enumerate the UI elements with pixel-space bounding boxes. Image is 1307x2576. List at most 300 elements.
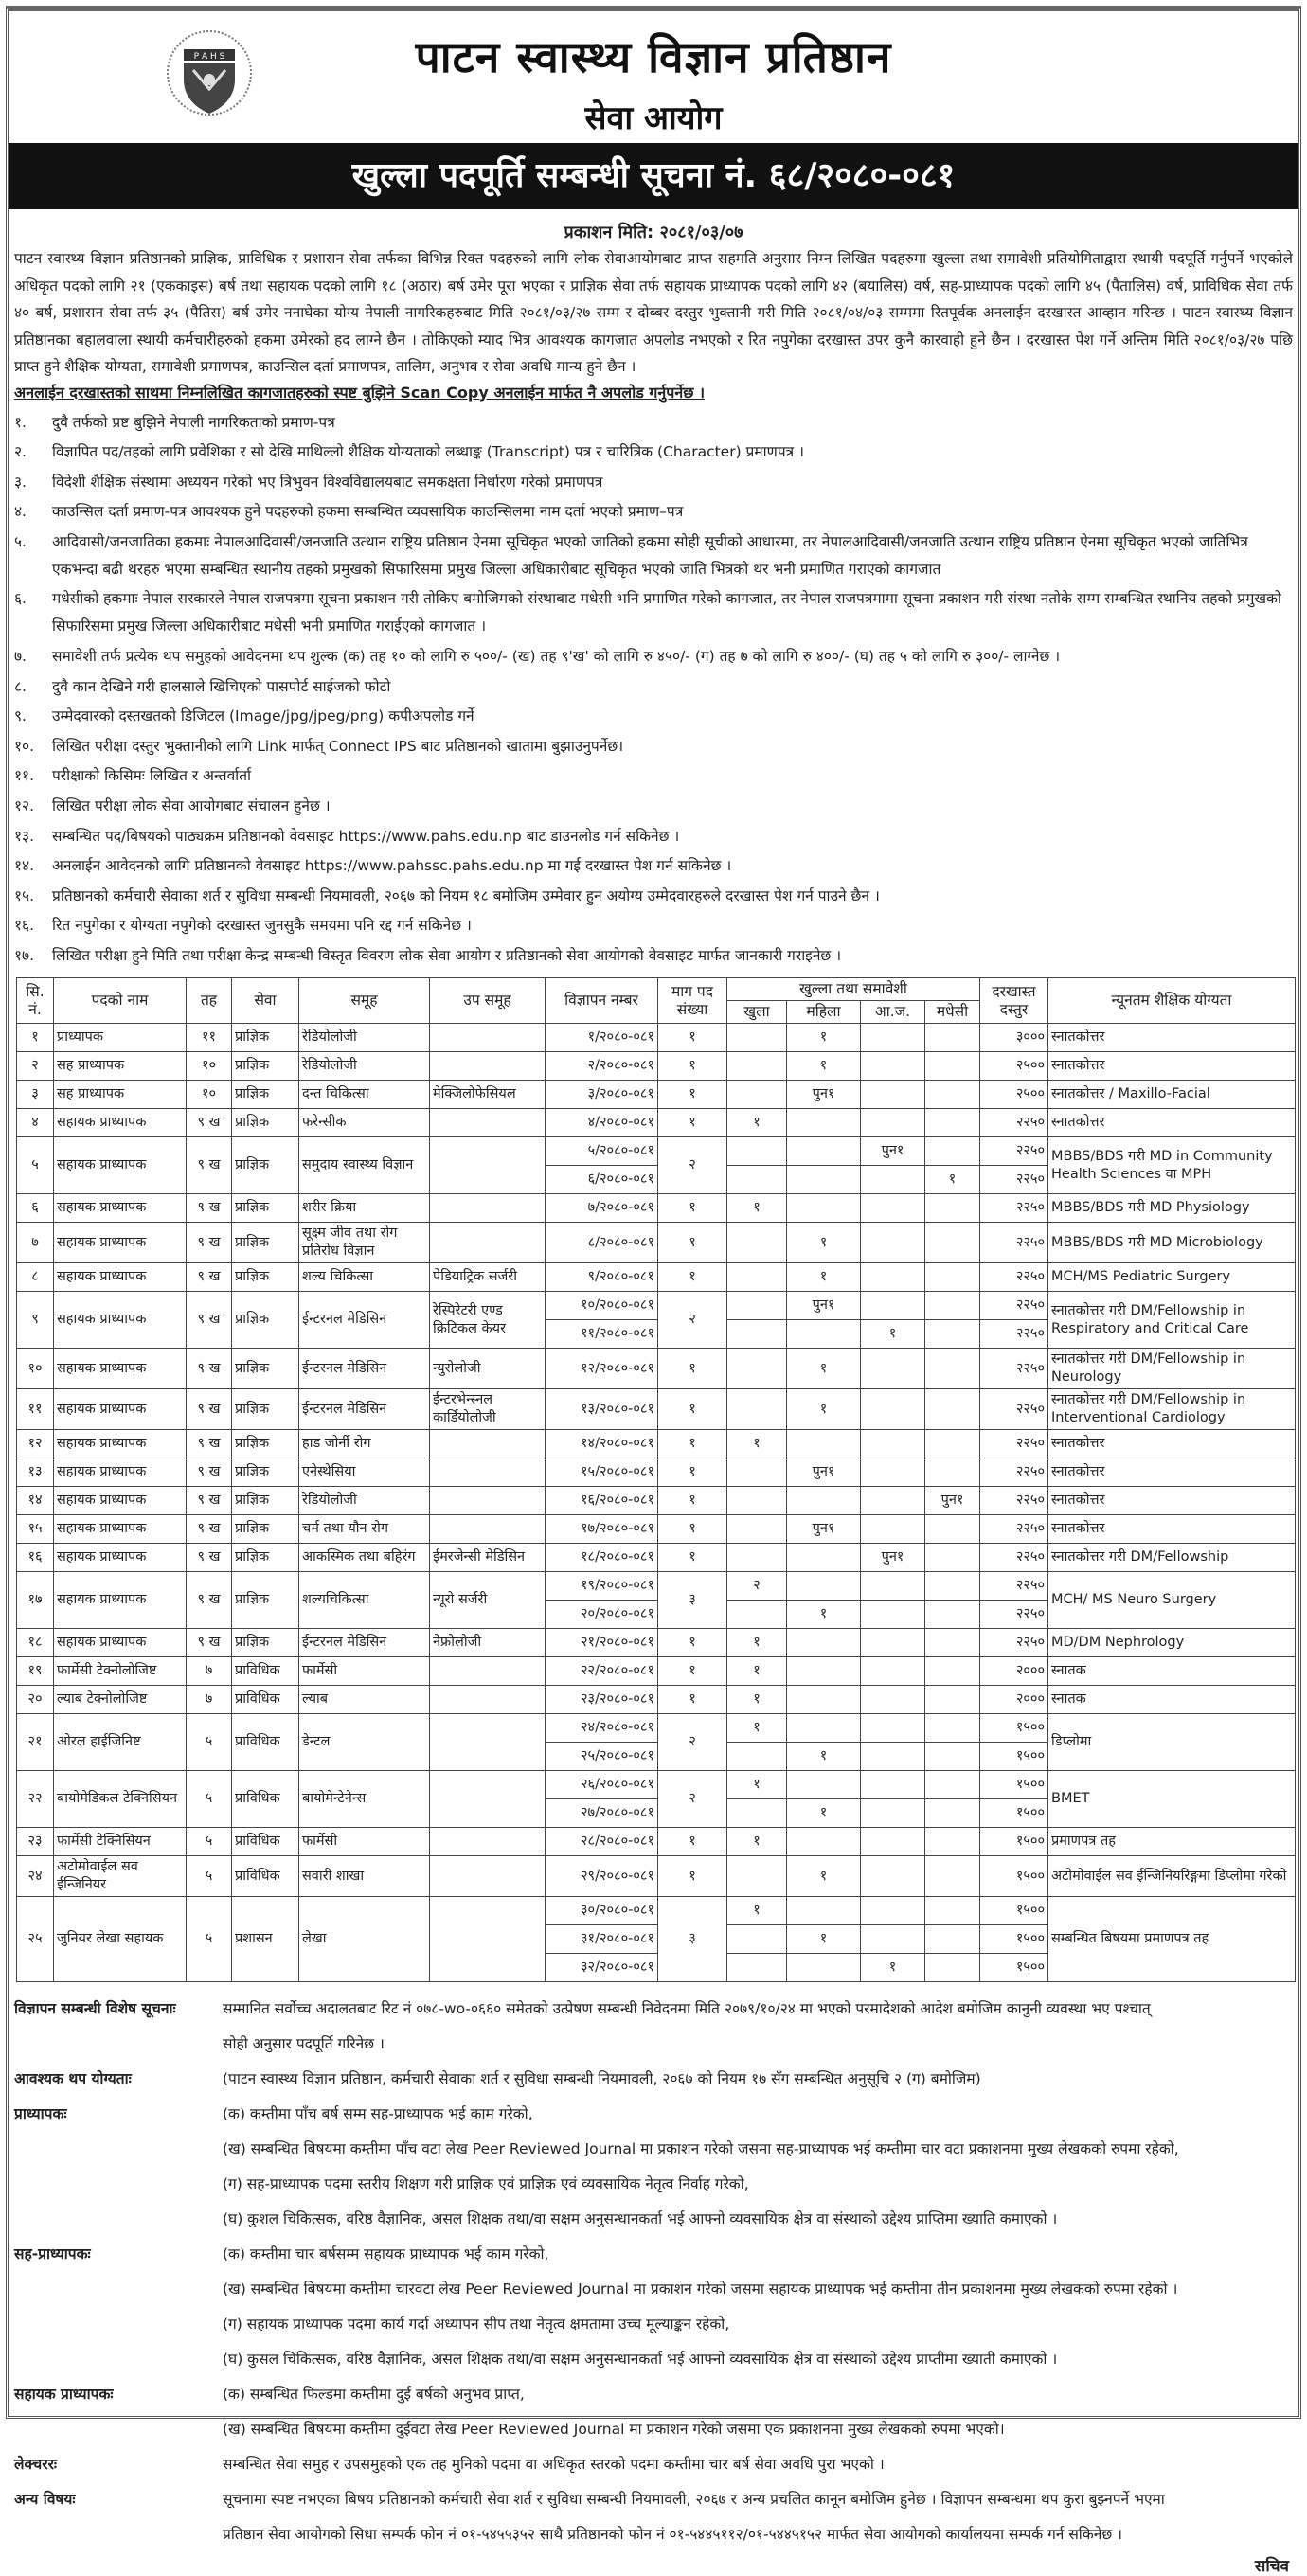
cell-group: शल्य चिकित्सा [299, 1263, 430, 1292]
cell-group: रेडियोलोजी [299, 1487, 430, 1515]
cell-madhesi [925, 1601, 980, 1629]
cell-women: १ [787, 1389, 861, 1430]
header-inclusive: खुल्ला तथा समावेशी [727, 978, 980, 1001]
cell-open: १ [727, 1194, 787, 1223]
table-row [17, 1515, 1296, 1544]
cell-fee: २२५० [980, 1194, 1048, 1223]
list-text: विज्ञापित पद/तहको लागि प्रवेशिका र सो देखि माथिल्लो शैक्षिक योग्यताको लब्धाङ्क (Transcript) पत्र र चारित्रिक (Character) प्रमाणपत्र । [52, 443, 805, 461]
cell-fee: २२५० [980, 1320, 1048, 1349]
cell-aj [861, 1771, 925, 1799]
cell-demand: ३ [658, 1897, 727, 1982]
cell-madhesi [925, 1714, 980, 1743]
cell-service: प्राज्ञिक [232, 1194, 299, 1223]
note-text: सोही अनुसार पदपूर्ति गरिनेछ । [223, 2035, 385, 2052]
cell-adv: २७/२०८०-०८१ [546, 1799, 658, 1828]
cell-demand: १ [658, 1686, 727, 1714]
cell-group: सवारी शाखा [299, 1856, 430, 1897]
list-number: १०. [14, 737, 35, 755]
list-number: ८. [14, 677, 27, 695]
cell-madhesi [925, 1771, 980, 1799]
cell-subgroup [430, 1714, 546, 1771]
table-row [17, 1686, 1296, 1714]
cell-level: ९ ख [187, 1349, 232, 1389]
cell-post: ल्याब टेक्नोलोजिष्ट [54, 1686, 187, 1714]
cell-fee: २२५० [980, 1572, 1048, 1601]
cell-qualification: स्नातकोत्तर / Maxillo-Facial [1048, 1081, 1296, 1109]
cell-demand: १ [658, 1657, 727, 1686]
list-item [14, 438, 1293, 466]
cell-aj: १ [861, 1320, 925, 1349]
cell-qualification: प्रमाणपत्र तह [1048, 1828, 1296, 1856]
cell-subgroup [430, 1194, 546, 1223]
cell-adv: १/२०८०-०८१ [546, 1024, 658, 1052]
cell-post: सहायक प्राध्यापक [54, 1487, 187, 1515]
table-row [17, 1024, 1296, 1052]
cell-level: ५ [187, 1897, 232, 1982]
cell-aj [861, 1349, 925, 1389]
cell-demand: १ [658, 1629, 727, 1657]
cell-fee: २००० [980, 1686, 1048, 1714]
cell-demand: १ [658, 1458, 727, 1487]
cell-demand: १ [658, 1109, 727, 1137]
cell-group: ईन्टरनल मेडिसिन [299, 1292, 430, 1349]
cell-qualification: स्नातकोत्तर गरी DM/Fellowship in Respiratory and Critical Care [1048, 1292, 1296, 1349]
cell-fee: २२५० [980, 1629, 1048, 1657]
cell-fee: २२५० [980, 1292, 1048, 1320]
cell-subgroup: नेफ्रोलोजी [430, 1629, 546, 1657]
cell-women [787, 1166, 861, 1194]
list-number: १३. [14, 827, 35, 845]
list-text: लिखित परीक्षा दस्तुर भुक्तानीको लागि Link मार्फत् Connect IPS बाट प्रतिष्ठानको खातामा बुझाउनुपर्नेछ। [52, 737, 624, 755]
cell-aj [861, 1389, 925, 1430]
cell-aj: पुन१ [861, 1544, 925, 1572]
cell-qualification: सम्बन्धित बिषयमा प्रमाणपत्र तह [1048, 1897, 1296, 1982]
note-label: अन्य विषयः [14, 2491, 76, 2508]
cell-group: ईन्टरनल मेडिसिन [299, 1349, 430, 1389]
cell-adv: ३२/२०८०-०८१ [546, 1954, 658, 1982]
cell-subgroup [430, 1109, 546, 1137]
cell-group: फार्मेसी [299, 1828, 430, 1856]
cell-service: प्राज्ञिक [232, 1081, 299, 1109]
cell-group: रेडियोलोजी [299, 1024, 430, 1052]
cell-fee: २२५० [980, 1263, 1048, 1292]
cell-open: १ [727, 1771, 787, 1799]
cell-madhesi [925, 1081, 980, 1109]
cell-women [787, 1572, 861, 1601]
cell-group: एनेस्थेसिया [299, 1458, 430, 1487]
notes-section [9, 1982, 1298, 2552]
cell-fee: २२५० [980, 1487, 1048, 1515]
cell-post: सहायक प्राध्यापक [54, 1629, 187, 1657]
list-text: रित नपुगेका र योग्यता नपुगेको दरखास्त जुनसुकै समयमा पनि रद्द गर्न सकिनेछ । [52, 917, 472, 935]
cell-demand: १ [658, 1024, 727, 1052]
cell-open [727, 1263, 787, 1292]
cell-fee: २२५० [980, 1166, 1048, 1194]
note-text: (घ) कुशल चिकित्सक, वरिष्ठ वैज्ञानिक, असल शिक्षक तथा/वा सक्षम अनुसन्धानकर्ता भई आफ्नो व्यवसायिक क्षेत्र वा संस्थाको उद्देश्य प्राप्तिमा ख्याति कमाएको । [223, 2210, 1058, 2227]
note-label [14, 2342, 223, 2377]
list-item [14, 883, 1293, 910]
cell-post: सह प्राध्यापक [54, 1081, 187, 1109]
list-item [14, 498, 1293, 526]
publish-date: प्रकाशन मिति: २०८१/०३/०७ [564, 223, 743, 242]
cell-adv: ३०/२०८०-०८१ [546, 1897, 658, 1925]
cell-fee: १५०० [980, 1925, 1048, 1954]
note-row [14, 2202, 1293, 2237]
cell-open [727, 1515, 787, 1544]
cell-qualification: MD/DM Nephrology [1048, 1629, 1296, 1657]
list-number: १६. [14, 917, 35, 935]
cell-open [727, 1601, 787, 1629]
cell-madhesi [925, 1137, 980, 1166]
header-service: सेवा [232, 978, 299, 1024]
cell-level: ७ [187, 1686, 232, 1714]
note-label [14, 2307, 223, 2342]
cell-level: ९ ख [187, 1194, 232, 1223]
header-fee: दरखास्त दस्तुर [980, 978, 1048, 1024]
cell-level: ९ ख [187, 1629, 232, 1657]
list-number: ९. [14, 707, 27, 725]
cell-demand: २ [658, 1292, 727, 1349]
cell-open [727, 1458, 787, 1487]
list-number: ७. [14, 648, 27, 666]
note-text: (क) कम्तीमा पाँच बर्ष सम्म सह-प्राध्यापक भई काम गरेको, [223, 2105, 533, 2122]
cell-qualification: स्नातकोत्तर [1048, 1515, 1296, 1544]
cell-post: सहायक प्राध्यापक [54, 1458, 187, 1487]
institution-title: पाटन स्वास्थ्य विज्ञान प्रतिष्ठान [415, 31, 892, 82]
cell-sn: २५ [17, 1897, 54, 1982]
cell-aj [861, 1515, 925, 1544]
cell-demand: १ [658, 1052, 727, 1081]
list-number: १२. [14, 797, 35, 815]
list-text: परीक्षाको किसिमः लिखित र अन्तर्वार्ता [52, 767, 252, 785]
note-text: (क) कम्तीमा चार बर्षसम्म सहायक प्राध्यापक भई काम गरेको, [223, 2245, 549, 2263]
cell-level: १० [187, 1052, 232, 1081]
cell-women: पुन१ [787, 1292, 861, 1320]
note-label: लेक्चररः [14, 2456, 58, 2473]
cell-demand: १ [658, 1223, 727, 1263]
table-row [17, 1292, 1296, 1320]
note-text: (ग) सह-प्राध्यापक पदमा स्तरीय शिक्षण गरी प्राज्ञिक एवं प्राज्ञिक एवं व्यवसायिक नेतृत्व निर्वाह गरेको, [223, 2175, 749, 2192]
cell-madhesi [925, 1897, 980, 1925]
cell-women: पुन१ [787, 1458, 861, 1487]
cell-post: सहायक प्राध्यापक [54, 1349, 187, 1389]
cell-aj [861, 1856, 925, 1897]
cell-post: ओरल हाईजिनिष्ट [54, 1714, 187, 1771]
notice-title-banner: खुल्ला पदपूर्ति सम्बन्धी सूचना नं. ६८/२०८०-०८१ [9, 143, 1298, 209]
cell-service: प्राविधिक [232, 1686, 299, 1714]
note-row [14, 2272, 1293, 2307]
cell-subgroup [430, 1897, 546, 1982]
cell-madhesi [925, 1954, 980, 1982]
cell-qualification: डिप्लोमा [1048, 1714, 1296, 1771]
cell-adv: १६/२०८०-०८१ [546, 1487, 658, 1515]
header-madhesi: मधेसी [925, 1001, 980, 1024]
cell-service: प्राज्ञिक [232, 1137, 299, 1194]
cell-open: १ [727, 1897, 787, 1925]
cell-madhesi [925, 1799, 980, 1828]
cell-open [727, 1389, 787, 1430]
table-row [17, 1544, 1296, 1572]
cell-subgroup [430, 1052, 546, 1081]
note-row [14, 2097, 1293, 2132]
cell-madhesi [925, 1925, 980, 1954]
cell-level: ९ ख [187, 1292, 232, 1349]
cell-madhesi [925, 1686, 980, 1714]
cell-adv: ८/२०८०-०८१ [546, 1223, 658, 1263]
list-item [14, 703, 1293, 730]
cell-qualification: MCH/MS Pediatric Surgery [1048, 1263, 1296, 1292]
cell-adv: २२/२०८०-०८१ [546, 1657, 658, 1686]
cell-aj [861, 1572, 925, 1601]
cell-fee: २२५० [980, 1458, 1048, 1487]
cell-service: प्राज्ञिक [232, 1389, 299, 1430]
list-number: ५. [14, 532, 27, 550]
cell-sn: २२ [17, 1771, 54, 1828]
cell-women [787, 1897, 861, 1925]
cell-women: १ [787, 1743, 861, 1771]
cell-qualification: स्नातकोत्तर [1048, 1109, 1296, 1137]
table-row [17, 1389, 1296, 1430]
cell-service: प्राज्ञिक [232, 1109, 299, 1137]
cell-women [787, 1954, 861, 1982]
cell-subgroup [430, 1657, 546, 1686]
cell-qualification: स्नातकोत्तर [1048, 1024, 1296, 1052]
cell-open: १ [727, 1828, 787, 1856]
cell-women [787, 1629, 861, 1657]
cell-service: प्राज्ञिक [232, 1223, 299, 1263]
cell-fee: १५०० [980, 1799, 1048, 1828]
cell-fee: २२५० [980, 1601, 1048, 1629]
list-text: सम्बन्धित पद/बिषयको पाठ्यक्रम प्रतिष्ठानको वेवसाइट https://www.pahs.edu.np बाट डाउनलोड गर्न सकिनेछ । [52, 827, 680, 845]
list-number: १५. [14, 886, 35, 904]
table-row [17, 1487, 1296, 1515]
cell-fee: १५०० [980, 1743, 1048, 1771]
cell-qualification: स्नातकोत्तर गरी DM/Fellowship [1048, 1544, 1296, 1572]
cell-subgroup: ईमरजेन्सी मेडिसिन [430, 1544, 546, 1572]
intro-paragraph: पाटन स्वास्थ्य विज्ञान प्रतिष्ठानको प्राज्ञिक, प्राविधिक र प्रशासन सेवा तर्फका विभिन्न रिक्त पदहरुको लागि लोक सेवाआयोगबाट प्राप्त सहमति अनुसार निम्न लिखित पदहरुमा खुल्ला तथा समावेशी प्रतियोगिताद्वारा स्थायी पदपूर्ति गर्नुपर्ने भएकोले अधिकृत पदको लागि २१ (एककाइस) बर्ष तथा सहायक पदको लागि १८ (अठार) बर्ष उमेर पूरा भएका र प्राज्ञिक सेवा तर्फ सहायक प्राध्यापक पदको लागि ४२ (बयालिस) वर्ष, सह-प्राध्यापक पदको लागि ४५ (पैतालिस) वर्ष, प्राविधिक सेवा तर्फ ४० बर्ष, प्रशासन सेवा तर्फ ३५ (पैतिस) बर्ष उमेर ननाघेका योग्य नेपाली नागरिकहरुबाट मिति २०८१/०३/२७ सम्म र दोब्बर दस्तुर भुक्तानी गरी मिति २०८१/०४/०३ सम्ममा रितपूर्वक अनलाईन दरखास्त आव्हान गरिन्छ । पाटन स्वास्थ्य विज्ञान प्रतिष्ठानका बहालवाला स्थायी कर्मचारीहरुको हकमा उमेरको हद लाग्ने छैन । तोकिएको म्याद भित्र आवश्यक कागजात अपलोड नभएको र रित नपुगेका दरखास्त उपर कुनै कारवाही हुने छैन । दरखास्त पेश गर्ने अन्तिम मिति २०८१/०३/२७ पछि प्राप्त हुने शैक्षिक योग्यता, समावेशी प्रमाणपत्र, काउन्सिल दर्ता प्रमाणपत्र, तालिम, अनुभव र सेवा अवधि मान्य हुने छैन । [14, 250, 1293, 375]
cell-open [727, 1166, 787, 1194]
cell-adv: २८/२०८०-०८१ [546, 1828, 658, 1856]
cell-madhesi [925, 1657, 980, 1686]
cell-fee: १५०० [980, 1897, 1048, 1925]
table-row [17, 1137, 1296, 1166]
cell-service: प्राज्ञिक [232, 1052, 299, 1081]
cell-adv: २४/२०८०-०८१ [546, 1714, 658, 1743]
cell-open [727, 1799, 787, 1828]
cell-demand: १ [658, 1856, 727, 1897]
cell-demand: १ [658, 1828, 727, 1856]
cell-qualification: MBBS/BDS गरी MD Physiology [1048, 1194, 1296, 1223]
cell-aj [861, 1629, 925, 1657]
cell-open [727, 1925, 787, 1954]
cell-qualification: स्नातकोत्तर [1048, 1487, 1296, 1515]
cell-madhesi [925, 1024, 980, 1052]
list-item [14, 942, 1293, 970]
cell-sn: ३ [17, 1081, 54, 1109]
note-row [14, 2062, 1293, 2097]
cell-madhesi [925, 1292, 980, 1320]
cell-adv: २३/२०८०-०८१ [546, 1686, 658, 1714]
note-text: (ग) सहायक प्राध्यापक पदमा कार्य गर्दा अध्यापन सीप तथा नेतृत्व क्षमतामा उच्च मूल्याङ्कन रहेको, [223, 2316, 730, 2333]
cell-service: प्राज्ञिक [232, 1515, 299, 1544]
cell-fee: २००० [980, 1657, 1048, 1686]
list-item [14, 733, 1293, 760]
note-label: प्राध्यापकः [14, 2105, 67, 2122]
cell-level: १० [187, 1081, 232, 1109]
cell-adv: ६/२०८०-०८१ [546, 1166, 658, 1194]
cell-aj [861, 1601, 925, 1629]
institution-logo [165, 21, 255, 130]
cell-adv: ३१/२०८०-०८१ [546, 1925, 658, 1954]
cell-open [727, 1487, 787, 1515]
table-row [17, 1771, 1296, 1799]
cell-aj [861, 1743, 925, 1771]
note-text: सम्मानित सर्वोच्च अदालतबाट रिट नं ०७८-wo-०६६० समेतको उत्प्रेषण सम्बन्धी निवेदनमा मिति २०७९/१०/२४ मा भएको परमादेशको आदेश बमोजिम कानुनी व्यवस्था भए पश्चात् [223, 2000, 1151, 2017]
cell-women: १ [787, 1925, 861, 1954]
cell-subgroup: ईन्टरभेन्स्नल कार्डियोलोजी [430, 1389, 546, 1430]
cell-qualification: MBBS/BDS गरी MD in Community Health Sciences वा MPH [1048, 1137, 1296, 1194]
cell-madhesi [925, 1544, 980, 1572]
table-row [17, 1052, 1296, 1081]
notice-document [6, 6, 1301, 2576]
cell-group: हाड जोर्नी रोग [299, 1430, 430, 1458]
cell-group: आकस्मिक तथा बहिरंग [299, 1544, 430, 1572]
cell-women: १ [787, 1799, 861, 1828]
list-item [14, 793, 1293, 820]
cell-madhesi [925, 1856, 980, 1897]
cell-fee: २२५० [980, 1389, 1048, 1430]
note-text: सम्बन्धित सेवा समुह र उपसमुहको एक तह मुनिको पदमा वा अधिकृत स्तरको पदमा कम्तीमा चार बर्ष सेवा अवधि पुरा भएको । [223, 2456, 885, 2473]
cell-subgroup [430, 1430, 546, 1458]
cell-service: प्राज्ञिक [232, 1349, 299, 1389]
cell-level: ५ [187, 1771, 232, 1828]
cell-group: डेन्टल [299, 1714, 430, 1771]
cell-fee: २५०० [980, 1052, 1048, 1081]
cell-service: प्राज्ञिक [232, 1487, 299, 1515]
cell-fee: २२५० [980, 1223, 1048, 1263]
cell-service: प्राविधिक [232, 1657, 299, 1686]
cell-demand: १ [658, 1349, 727, 1389]
table-row [17, 1263, 1296, 1292]
cell-post: सहायक प्राध्यापक [54, 1194, 187, 1223]
cell-post: सहायक प्राध्यापक [54, 1515, 187, 1544]
cell-open [727, 1052, 787, 1081]
note-label [14, 2132, 223, 2167]
cell-qualification: स्नातकोत्तर गरी DM/Fellowship in Interventional Cardiology [1048, 1389, 1296, 1430]
cell-madhesi [925, 1743, 980, 1771]
cell-qualification: MCH/ MS Neuro Surgery [1048, 1572, 1296, 1629]
cell-sn: १ [17, 1024, 54, 1052]
note-label [14, 2202, 223, 2237]
cell-demand: ३ [658, 1572, 727, 1629]
cell-madhesi: १ [925, 1166, 980, 1194]
note-text: (घ) कुसल चिकित्सक, वरिष्ठ वैज्ञानिक, असल शिक्षक तथा/वा सक्षम अनुसन्धानकर्ता भई आफ्नो व्यवसायिक क्षेत्र वा संस्थाको उद्देश्य प्राप्तीमा ख्याती कमाएको । [223, 2351, 1058, 2368]
institution-subtitle: सेवा आयोग [584, 99, 723, 137]
cell-women [787, 1828, 861, 1856]
note-label [14, 2412, 223, 2447]
header-level: तह [187, 978, 232, 1024]
cell-demand: १ [658, 1081, 727, 1109]
cell-open [727, 1292, 787, 1320]
cell-post: सह प्राध्यापक [54, 1052, 187, 1081]
cell-madhesi [925, 1389, 980, 1430]
cell-open: १ [727, 1430, 787, 1458]
cell-adv: २०/२०८०-०८१ [546, 1601, 658, 1629]
cell-adv: ५/२०८०-०८१ [546, 1137, 658, 1166]
cell-adv: १२/२०८०-०८१ [546, 1349, 658, 1389]
cell-sn: १३ [17, 1458, 54, 1487]
cell-madhesi [925, 1263, 980, 1292]
cell-adv: १५/२०८०-०८१ [546, 1458, 658, 1487]
cell-women: पुन१ [787, 1515, 861, 1544]
note-row [14, 2167, 1293, 2202]
cell-madhesi [925, 1109, 980, 1137]
cell-adv: ४/२०८०-०८१ [546, 1109, 658, 1137]
list-text: काउन्सिल दर्ता प्रमाण-पत्र आवश्यक हुने पदहरुको हकमा सम्बन्धित व्यवसायिक काउन्सिलमा नाम दर्ता भएको प्रमाण–पत्र [52, 503, 684, 521]
cell-aj [861, 1024, 925, 1052]
cell-service: प्राविधिक [232, 1856, 299, 1897]
cell-fee: ३००० [980, 1024, 1048, 1052]
cell-subgroup [430, 1137, 546, 1194]
cell-qualification: स्नातकोत्तर [1048, 1430, 1296, 1458]
cell-subgroup [430, 1458, 546, 1487]
header-aj: आ.ज. [861, 1001, 925, 1024]
cell-fee: १५०० [980, 1714, 1048, 1743]
cell-adv: २५/२०८०-०८१ [546, 1743, 658, 1771]
note-row [14, 2517, 1293, 2552]
cell-women [787, 1137, 861, 1166]
cell-open [727, 1954, 787, 1982]
cell-aj [861, 1714, 925, 1743]
cell-women: १ [787, 1223, 861, 1263]
cell-women [787, 1430, 861, 1458]
cell-demand: १ [658, 1430, 727, 1458]
list-number: १४. [14, 857, 35, 875]
signature-secretary: सचिव [1254, 2557, 1289, 2576]
cell-madhesi [925, 1572, 980, 1601]
cell-sn: २४ [17, 1856, 54, 1897]
list-item [14, 673, 1293, 701]
cell-qualification: BMET [1048, 1771, 1296, 1828]
cell-level: ९ ख [187, 1263, 232, 1292]
vacancy-table [16, 977, 1296, 1982]
cell-service: प्राज्ञिक [232, 1572, 299, 1629]
cell-madhesi [925, 1828, 980, 1856]
cell-qualification: स्नातक [1048, 1657, 1296, 1686]
cell-service: प्राज्ञिक [232, 1263, 299, 1292]
cell-qualification: MBBS/BDS गरी MD Microbiology [1048, 1223, 1296, 1263]
cell-sn: १७ [17, 1572, 54, 1629]
note-label: सह-प्राध्यापकः [14, 2245, 91, 2263]
cell-sn: २१ [17, 1714, 54, 1771]
cell-demand: २ [658, 1771, 727, 1828]
cell-aj [861, 1799, 925, 1828]
cell-adv: ७/२०८०-०८१ [546, 1194, 658, 1223]
note-row [14, 2447, 1293, 2482]
cell-post: जुनियर लेखा सहायक [54, 1897, 187, 1982]
cell-subgroup [430, 1487, 546, 1515]
cell-post: सहायक प्राध्यापक [54, 1430, 187, 1458]
cell-open [727, 1320, 787, 1349]
note-row [14, 1992, 1293, 2027]
cell-level: ११ [187, 1024, 232, 1052]
cell-sn: ९ [17, 1292, 54, 1349]
header-qual: न्यूनतम शैक्षिक योग्यता [1048, 978, 1296, 1024]
header-group: समूह [299, 978, 430, 1024]
header-post: पदको नाम [54, 978, 187, 1024]
cell-post: सहायक प्राध्यापक [54, 1292, 187, 1349]
cell-aj [861, 1828, 925, 1856]
